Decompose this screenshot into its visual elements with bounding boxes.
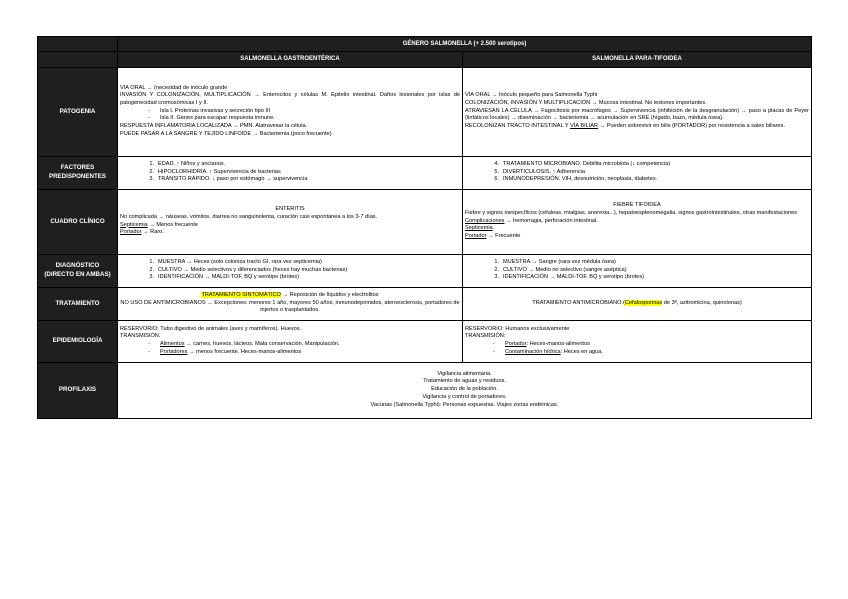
column-header-gastroenterica: SALMONELLA GASTROENTÉRICA [118, 52, 463, 67]
text-segment: → Pueden sobrevivir en bilis (PORTADOR) por resistencia a sales biliares. [599, 123, 786, 130]
item-number: 5. [494, 168, 499, 175]
underlined-text: Complicaciones [465, 217, 505, 224]
text-segment: → Reposición de líquidos y electrolitos [280, 291, 379, 298]
patogenia-gastro-line: VÍA ORAL → (necesidad de inóculo grande [120, 84, 228, 91]
item-text: DIVERTICULOSIS. ↑ Adherencia [503, 168, 585, 175]
item-number: 4. [494, 160, 499, 167]
cuadro-tifoidea-line [465, 218, 809, 226]
row-epidemiologia [38, 320, 812, 362]
row-profilaxis [38, 362, 812, 418]
row-diagnostico [38, 254, 812, 287]
text-segment: → Frecuente [486, 233, 521, 240]
list-item [120, 176, 460, 184]
list-item [465, 274, 809, 282]
item-text: CULTIVO → Medio no selectivo (sangre aséptica) [503, 266, 627, 273]
item-number: 3. [149, 176, 154, 183]
cuadro-tifoidea-line [465, 225, 809, 233]
item-text: HIPOCLORHIDRIA. ↑ Supervivencia de bacterias [158, 168, 281, 175]
underlined-text: Contaminación hídrica [505, 348, 561, 355]
factores-gastro-cell [118, 156, 463, 189]
cuadro-gastro-cell [118, 189, 463, 254]
cuadro-gastro-line [120, 229, 460, 237]
highlighted-text: Cefalosporinas [624, 299, 663, 306]
row-label-cuadro-clinico: CUADRO CLÍNICO [38, 189, 118, 254]
patogenia-tifoidea-line [465, 123, 809, 131]
row-factores [38, 156, 812, 189]
item-text: TRÁNSITO RÁPIDO. ↓ paso por estómago → supervivencia [158, 176, 308, 183]
row-label-patogenia: PATOGENIA [38, 67, 118, 156]
patogenia-gastro-line: PUEDE PASAR A LA SANGRE Y TEJIDO LINFOIDE → Bacteriemia (poco frecuente) [120, 130, 332, 137]
underlined-text: Portador [505, 341, 527, 348]
text-segment: : Heces-manos-alimentos [526, 341, 590, 348]
row-patogenia [38, 67, 812, 156]
tratamiento-gastro-line [120, 292, 460, 300]
profilaxis-line: Educación de la población. [431, 386, 498, 393]
row-label-tratamiento: TRATAMIENTO [38, 287, 118, 320]
item-text: TRATAMIENTO MICROBIANO. Debilita microbiota (↓ competencia) [503, 160, 671, 167]
underlined-text: VÍA BILIAR [570, 123, 599, 130]
underlined-text: Alimentos [160, 341, 185, 348]
cuadro-gastro-heading: ENTERITIS [275, 206, 305, 213]
diagnostico-tifoidea-cell [463, 254, 812, 287]
corner-cell [38, 37, 118, 52]
list-item [465, 161, 809, 169]
factores-tifoidea-cell [463, 156, 812, 189]
text-segment: → menos frecuente. Heces-manos-alimentos [187, 348, 302, 355]
item-number: 2. [149, 168, 154, 175]
diagnostico-gastro-cell [118, 254, 463, 287]
patogenia-gastro-bullet: - Isla I. Proteínas invasivas y secreción tipo III [148, 107, 271, 114]
epidemiologia-tifoidea-line: TRANSMISIÓN: [465, 333, 506, 340]
underlined-text: Portadores [160, 348, 188, 355]
cuadro-gastro-line [120, 222, 460, 230]
item-text: INMUNODEPRESIÓN. VIH, desnutrición, neoplasia, diabetes. [503, 176, 658, 183]
item-text: CULTIVO → Medio selectivos y diferenciados (heces hay muchas bacterias) [158, 266, 348, 273]
item-number: 1. [149, 258, 154, 265]
underlined-text: Portador [465, 233, 487, 240]
epidemiologia-gastro-line: TRANSMISIÓN. [120, 333, 161, 340]
epidemiologia-gastro-bullet: - Alimentos → carnes, huevos, lácteos. Mala conservación. Manipulación. [148, 341, 340, 348]
profilaxis-line: Tratamiento de aguas y residuos. [423, 378, 506, 385]
cuadro-tifoidea-line [465, 233, 809, 241]
item-text: EDAD. ↑ Niños y ancianos. [158, 160, 226, 167]
bullet-text: Isla II. Genes para escapar respuesta inmune. [160, 115, 275, 122]
profilaxis-line: Vigilancia y control de portadores. [422, 393, 507, 400]
highlighted-text: TRATAMIENTO SINTOMÁTICO [201, 291, 281, 298]
text-segment: → carnes, huevos, lácteos. Mala conservación. Manipulación. [184, 341, 340, 348]
tratamiento-gastro-line: NO USO DE ANTIMICROBIANOS → Excepciones: menores 1 año, mayores 50 años, inmunodeprimidos, ateroesclerosis, portadores de injertos o trasplantados. [120, 299, 460, 314]
row-cuadro-clinico [38, 189, 812, 254]
column-header-paratifoidea: SALMONELLA PARA-TIFOIDEA [463, 52, 812, 67]
epidemiologia-gastro-cell [118, 320, 463, 362]
item-number: 3. [149, 274, 154, 281]
text-segment: → Raro. [141, 229, 164, 236]
row-label-profilaxis: PROFILAXIS [38, 362, 118, 418]
epidemiologia-tifoidea-bullet: - Portador: Heces-manos-alimentos [493, 341, 590, 348]
patogenia-tifoidea-line: ATRAVIESAN LA CÉLULA → Fagocitosis por macrófagos → Supervivencia (inhibición de la desgranulación) → paso a placas de Peyer (linfáticos locales) → diseminación → bacteriemia → acumulación en SRE (hígado, bazo, médula ósea). [465, 107, 810, 122]
item-number: 2. [494, 266, 499, 273]
column-header-row [38, 52, 812, 67]
cuadro-tifoidea-heading: FIEBRE TIFOIDEA [613, 202, 661, 209]
patogenia-gastro-line: RESPUESTA INFLAMATORIA LOCALIZADA → PMN. Alatravesar la célula. [120, 123, 308, 130]
epidemiologia-gastro-line: RESERVORIO: Tubo digestivo de animales (aves y mamíferos). Huevos. [120, 325, 302, 332]
profilaxis-line: Vigilancia alimentaria. [437, 370, 492, 377]
patogenia-tifoidea-cell [463, 67, 812, 156]
cuadro-tifoidea-cell [463, 189, 812, 254]
patogenia-gastro-bullet: - Isla II. Genes para escapar respuesta inmune. [148, 115, 275, 122]
patogenia-gastro-line: INVASIÓN Y COLONIZACIÓN, MULTIPLICACIÓN → Enterocitos y células M. Epitelio intestinal. Daños lesionales por islas de patogenecidad cromosómicas I y II. [120, 92, 460, 106]
tratamiento-tifoidea-cell [463, 287, 812, 320]
list-item [465, 259, 809, 267]
item-number: 2. [149, 266, 154, 273]
item-text: MUESTRA → Heces (solo coloniza tracto GI, rara vez septicemia) [158, 258, 322, 265]
cuadro-gastro-line: No complicada → náuseas, vómitos, diarrea no sanguinolenta, curación casi espontánea a los 3-7 días. [120, 213, 378, 220]
item-text: IDENTIFICACIÓN → MALDI-TOF, BQ y serotipo (brotes) [503, 274, 645, 281]
list-item [465, 176, 809, 184]
cuadro-tifoidea-line: Fiebre y signos inespecíficos (cefaleas, mialgias, anorexia...), hepatoesplenomegalia, signos gastrointestinales, otras manifestaciones [465, 209, 798, 216]
epidemiologia-tifoidea-line: RESERVORIO: Humanos exclusivamente [465, 325, 570, 332]
item-text: IDENTIFICACIÓN → MALDI-TOF, BQ y serotipo (brotes) [158, 274, 300, 281]
text-segment: → hemorragia, perforación intestinal. [504, 217, 598, 224]
patogenia-tifoidea-line: COLONIZACIÓN, INVASIÓN Y MULTIPLICACIÓN → Mucosa intestinal. No lesiones importantes. [465, 99, 707, 106]
list-item [120, 274, 460, 282]
item-text: MUESTRA → Sangre (rara vez médula ósea) [503, 258, 616, 265]
table-title: GÉNERO SALMONELLA (+ 2.500 serotipos) [118, 37, 812, 52]
profilaxis-cell [118, 362, 812, 418]
bullet-text: Isla I. Proteínas invasivas y secreción tipo III [160, 107, 271, 114]
text-segment: RECOLONIZAN TRACTO INTESTINAL Y [465, 123, 569, 130]
patogenia-tifoidea-line: VÍA ORAL → Inóculo pequeño para Salmonella Typhi [465, 92, 598, 99]
underlined-text: Septicemia [120, 221, 148, 228]
corner-cell-2 [38, 52, 118, 67]
text-segment: de 3ª, azitromicina, quinolonas) [662, 299, 742, 306]
text-segment: . [492, 225, 495, 232]
row-label-epidemiologia: EPIDEMIOLOGÍA [38, 320, 118, 362]
epidemiologia-tifoidea-bullet: - Contaminación hídrica: Heces en agua. [493, 348, 603, 355]
item-number: 1. [149, 160, 154, 167]
text-segment: TRATAMIENTO ANTIMICROBIANO ( [532, 299, 625, 306]
profilaxis-line: Vacunas (Salmonella Typhi): Personas expuestas. Viajes zonas endémicas. [370, 401, 559, 408]
epidemiologia-gastro-bullet: - Portadores → menos frecuente. Heces-manos-alimentos [148, 348, 302, 355]
patogenia-gastro-cell [118, 67, 463, 156]
underlined-text: Septicemia [465, 225, 493, 232]
item-number: 6. [494, 176, 499, 183]
salmonella-summary-sheet [37, 36, 811, 419]
list-item [120, 259, 460, 267]
epidemiologia-tifoidea-cell [463, 320, 812, 362]
row-label-diagnostico: DIAGNÓSTICO (DIRECTO EN AMBAS) [38, 254, 118, 287]
underlined-text: Portador [120, 229, 142, 236]
item-number: 1. [494, 258, 499, 265]
text-segment: : Heces en agua. [560, 348, 603, 355]
salmonella-table [37, 36, 812, 419]
tratamiento-gastro-cell [118, 287, 463, 320]
title-row [38, 37, 812, 52]
item-number: 3. [494, 274, 499, 281]
text-segment: → Menos frecuente [147, 221, 199, 228]
row-tratamiento [38, 287, 812, 320]
list-item [120, 161, 460, 169]
row-label-factores: FACTORES PREDISPONENTES [38, 156, 118, 189]
